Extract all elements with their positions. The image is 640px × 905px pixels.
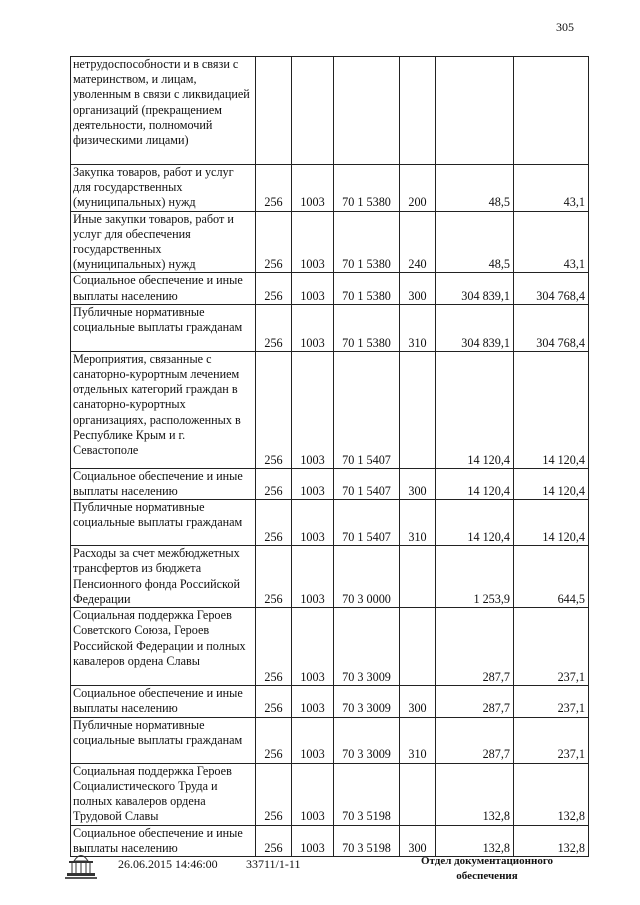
cell-sum-1: 132,8 bbox=[436, 825, 514, 856]
cell-vr: 300 bbox=[400, 825, 436, 856]
table-row bbox=[71, 500, 589, 546]
cell-grbs: 256 bbox=[256, 211, 292, 273]
cell-sum-2: 304 768,4 bbox=[514, 304, 589, 351]
cell-rzpr: 1003 bbox=[292, 500, 334, 546]
cell-vr bbox=[400, 608, 436, 686]
row-name: Публичные нормативные социальные выплаты гражданам bbox=[71, 304, 256, 351]
cell-grbs: 256 bbox=[256, 825, 292, 856]
cell-csr: 70 3 5198 bbox=[334, 825, 400, 856]
table-row bbox=[71, 546, 589, 608]
row-name: Закупка товаров, работ и услуг для государственных (муниципальных) нужд bbox=[71, 165, 256, 212]
cell-sum-2: 237,1 bbox=[514, 717, 589, 763]
cell-rzpr: 1003 bbox=[292, 468, 334, 499]
cell-sum-1: 304 839,1 bbox=[436, 304, 514, 351]
footer-document-number: 33711/1-11 bbox=[246, 857, 301, 871]
table-row bbox=[71, 273, 589, 304]
cell-rzpr: 1003 bbox=[292, 273, 334, 304]
cell-rzpr: 1003 bbox=[292, 211, 334, 273]
row-name: Социальная поддержка Героев Советского Союза, Героев Российской Федерации и полных кавалеров ордена Славы bbox=[71, 608, 256, 686]
cell-grbs: 256 bbox=[256, 273, 292, 304]
cell-grbs: 256 bbox=[256, 468, 292, 499]
cell-vr bbox=[400, 546, 436, 608]
cell-vr bbox=[400, 57, 436, 165]
cell-sum-1: 287,7 bbox=[436, 717, 514, 763]
cell-sum-2: 14 120,4 bbox=[514, 351, 589, 468]
footer-department bbox=[412, 854, 562, 884]
cell-grbs: 256 bbox=[256, 717, 292, 763]
cell-sum-2: 237,1 bbox=[514, 686, 589, 717]
cell-csr: 70 1 5380 bbox=[334, 211, 400, 273]
cell-rzpr: 1003 bbox=[292, 165, 334, 212]
cell-grbs: 256 bbox=[256, 686, 292, 717]
cell-grbs: 256 bbox=[256, 608, 292, 686]
cell-csr: 70 1 5380 bbox=[334, 273, 400, 304]
table-row bbox=[71, 304, 589, 351]
table-row bbox=[71, 165, 589, 212]
cell-sum-1: 1 253,9 bbox=[436, 546, 514, 608]
cell-rzpr: 1003 bbox=[292, 763, 334, 825]
cell-sum-2: 132,8 bbox=[514, 825, 589, 856]
cell-grbs: 256 bbox=[256, 304, 292, 351]
row-name: Публичные нормативные социальные выплаты гражданам bbox=[71, 500, 256, 546]
cell-csr: 70 1 5380 bbox=[334, 165, 400, 212]
cell-rzpr: 1003 bbox=[292, 546, 334, 608]
cell-csr: 70 3 5198 bbox=[334, 763, 400, 825]
table-row bbox=[71, 717, 589, 763]
cell-vr bbox=[400, 351, 436, 468]
table-row bbox=[71, 211, 589, 273]
table-row bbox=[71, 608, 589, 686]
cell-vr: 200 bbox=[400, 165, 436, 212]
cell-grbs bbox=[256, 57, 292, 165]
cell-vr: 300 bbox=[400, 273, 436, 304]
cell-rzpr: 1003 bbox=[292, 304, 334, 351]
cell-sum-1: 287,7 bbox=[436, 608, 514, 686]
cell-sum-2: 304 768,4 bbox=[514, 273, 589, 304]
cell-sum-2: 43,1 bbox=[514, 165, 589, 212]
cell-sum-2: 237,1 bbox=[514, 608, 589, 686]
cell-csr: 70 3 3009 bbox=[334, 686, 400, 717]
cell-grbs: 256 bbox=[256, 546, 292, 608]
cell-sum-1: 14 120,4 bbox=[436, 500, 514, 546]
row-name: Социальное обеспечение и иные выплаты населению bbox=[71, 825, 256, 856]
cell-csr: 70 3 3009 bbox=[334, 717, 400, 763]
table-row bbox=[71, 351, 589, 468]
row-name: Мероприятия, связанные с санаторно-курортным лечением отдельных категорий граждан в санаторно-курортных организациях, расположенных в Республике Крым и г. Севастополе bbox=[71, 351, 256, 468]
row-name: Социальное обеспечение и иные выплаты населению bbox=[71, 468, 256, 499]
cell-rzpr: 1003 bbox=[292, 825, 334, 856]
table-row bbox=[71, 763, 589, 825]
cell-vr: 310 bbox=[400, 717, 436, 763]
row-name: Социальное обеспечение и иные выплаты населению bbox=[71, 686, 256, 717]
table-row bbox=[71, 686, 589, 717]
cell-sum-1: 304 839,1 bbox=[436, 273, 514, 304]
cell-csr: 70 3 3009 bbox=[334, 608, 400, 686]
duma-building-logo-icon bbox=[64, 848, 98, 882]
cell-vr: 240 bbox=[400, 211, 436, 273]
cell-sum-1 bbox=[436, 57, 514, 165]
cell-sum-1: 132,8 bbox=[436, 763, 514, 825]
cell-csr: 70 1 5380 bbox=[334, 304, 400, 351]
cell-csr: 70 1 5407 bbox=[334, 500, 400, 546]
row-name: Социальная поддержка Героев Социалистического Труда и полных кавалеров ордена Трудовой Славы bbox=[71, 763, 256, 825]
cell-vr: 310 bbox=[400, 304, 436, 351]
cell-sum-2: 644,5 bbox=[514, 546, 589, 608]
cell-vr: 300 bbox=[400, 468, 436, 499]
cell-csr: 70 1 5407 bbox=[334, 468, 400, 499]
cell-csr: 70 3 0000 bbox=[334, 546, 400, 608]
footer-department-line-2: обеспечения bbox=[456, 870, 518, 882]
cell-sum-2: 14 120,4 bbox=[514, 468, 589, 499]
table-row bbox=[71, 468, 589, 499]
cell-vr bbox=[400, 763, 436, 825]
cell-sum-2: 132,8 bbox=[514, 763, 589, 825]
cell-rzpr: 1003 bbox=[292, 351, 334, 468]
cell-rzpr: 1003 bbox=[292, 686, 334, 717]
table-row bbox=[71, 825, 589, 856]
cell-sum-2: 43,1 bbox=[514, 211, 589, 273]
row-name: Социальное обеспечение и иные выплаты населению bbox=[71, 273, 256, 304]
cell-grbs: 256 bbox=[256, 500, 292, 546]
cell-grbs: 256 bbox=[256, 351, 292, 468]
cell-sum-1: 14 120,4 bbox=[436, 468, 514, 499]
cell-rzpr: 1003 bbox=[292, 608, 334, 686]
cell-csr: 70 1 5407 bbox=[334, 351, 400, 468]
row-name: Публичные нормативные социальные выплаты гражданам bbox=[71, 717, 256, 763]
cell-vr: 310 bbox=[400, 500, 436, 546]
footer-department-line-1: Отдел документационного bbox=[420, 855, 554, 867]
row-name: Иные закупки товаров, работ и услуг для обеспечения государственных (муниципальных) нужд bbox=[71, 211, 256, 273]
table-row bbox=[71, 57, 589, 165]
cell-sum-1: 14 120,4 bbox=[436, 351, 514, 468]
cell-csr bbox=[334, 57, 400, 165]
row-name: нетрудоспособности и в связи с материнством, и лицам, уволенным в связи с ликвидацией организаций (прекращением деятельности, полномочий физическими лицами) bbox=[71, 57, 256, 165]
cell-sum-2 bbox=[514, 57, 589, 165]
cell-grbs: 256 bbox=[256, 165, 292, 212]
row-name: Расходы за счет межбюджетных трансфертов из бюджета Пенсионного фонда Российской Федерации bbox=[71, 546, 256, 608]
cell-rzpr: 1003 bbox=[292, 717, 334, 763]
footer-datetime: 26.06.2015 14:46:00 bbox=[118, 857, 218, 871]
cell-sum-1: 48,5 bbox=[436, 211, 514, 273]
cell-sum-2: 14 120,4 bbox=[514, 500, 589, 546]
budget-table bbox=[70, 56, 589, 857]
page-number: 305 bbox=[556, 20, 574, 34]
cell-vr: 300 bbox=[400, 686, 436, 717]
cell-rzpr bbox=[292, 57, 334, 165]
cell-sum-1: 48,5 bbox=[436, 165, 514, 212]
cell-sum-1: 287,7 bbox=[436, 686, 514, 717]
cell-grbs: 256 bbox=[256, 763, 292, 825]
